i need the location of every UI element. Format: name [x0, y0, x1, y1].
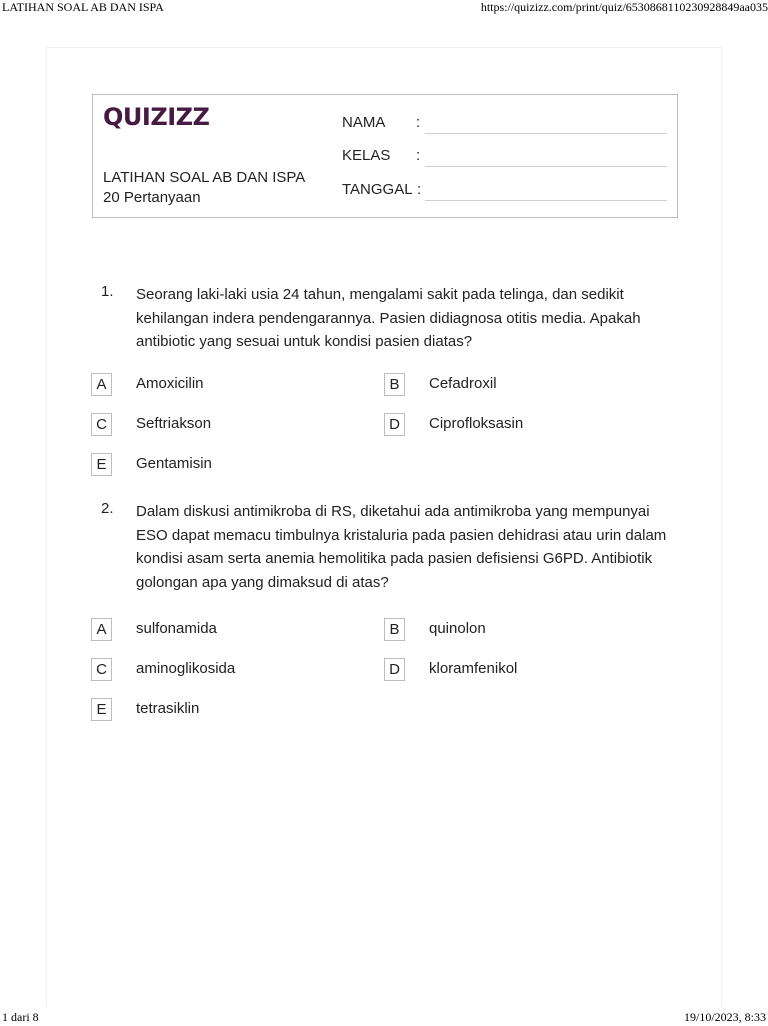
class-field: [342, 143, 667, 167]
option-text: Cefadroxil: [429, 375, 497, 392]
option-text: aminoglikosida: [136, 660, 236, 677]
quiz-title: LATIHAN SOAL AB DAN ISPA: [103, 169, 306, 186]
date-line: [425, 200, 667, 201]
date-field: [342, 177, 667, 201]
option-e: [91, 453, 371, 477]
name-field: [342, 110, 667, 134]
option-a: [91, 373, 371, 397]
option-text: Amoxicilin: [136, 375, 204, 392]
option-letter: A: [91, 618, 112, 641]
name-line: [425, 133, 667, 134]
option-b: [384, 373, 664, 397]
class-label: KELAS: [342, 147, 391, 164]
option-letter: E: [91, 698, 112, 721]
option-letter: D: [384, 413, 405, 436]
question-number: 2.: [101, 500, 114, 517]
option-letter: D: [384, 658, 405, 681]
option-text: sulfonamida: [136, 620, 217, 637]
print-header: [0, 0, 768, 16]
option-a: [91, 618, 371, 642]
class-colon: :: [416, 147, 421, 164]
option-letter: B: [384, 618, 405, 641]
question-text: Seorang laki-laki usia 24 tahun, mengalami sakit pada telinga, dan sedikit kehilangan indera pendengarannya. Pasien didiagnosa otitis media. Apakah antibiotic yang sesuai untuk kondisi pasien diatas?: [136, 286, 641, 350]
option-d: [384, 413, 664, 437]
print-datetime: 19/10/2023, 8:33: [683, 1010, 766, 1024]
worksheet-header: [92, 94, 678, 218]
print-title: LATIHAN SOAL AB DAN ISPA: [2, 0, 164, 14]
question-count: 20 Pertanyaan: [103, 189, 201, 206]
option-e: [91, 698, 371, 722]
option-d: [384, 658, 664, 682]
option-text: Seftriakson: [136, 415, 212, 432]
question-number: 1.: [101, 283, 114, 300]
name-label: NAMA: [342, 114, 386, 131]
question-text: Dalam diskusi antimikroba di RS, diketahui ada antimikroba yang mempunyai ESO dapat memacu timbulnya kristaluria pada pasien dehidrasi atau urin dalam kondisi asam serta anemia hemolitika pada pasien defisiensi G6PD. Antibiotik golongan apa yang dimaksud di atas?: [136, 503, 667, 591]
print-url: https://quizizz.com/print/quiz/6530868110230928849aa035: [480, 0, 768, 14]
option-text: quinolon: [429, 620, 486, 637]
date-label: TANGGAL: [342, 181, 413, 198]
option-c: [91, 413, 371, 437]
quizizz-logo: QUIZIZZ: [103, 103, 210, 131]
option-b: [384, 618, 664, 642]
name-colon: :: [416, 114, 421, 131]
option-letter: C: [91, 413, 112, 436]
option-text: tetrasiklin: [136, 700, 200, 717]
option-letter: B: [384, 373, 405, 396]
page-indicator: 1 dari 8: [2, 1010, 39, 1024]
date-colon: :: [417, 181, 422, 198]
option-text: Gentamisin: [136, 455, 212, 472]
option-text: Ciprofloksasin: [429, 415, 524, 432]
option-letter: E: [91, 453, 112, 476]
option-c: [91, 658, 371, 682]
option-letter: A: [91, 373, 112, 396]
option-letter: C: [91, 658, 112, 681]
option-text: kloramfenikol: [429, 660, 518, 677]
class-line: [425, 166, 667, 167]
